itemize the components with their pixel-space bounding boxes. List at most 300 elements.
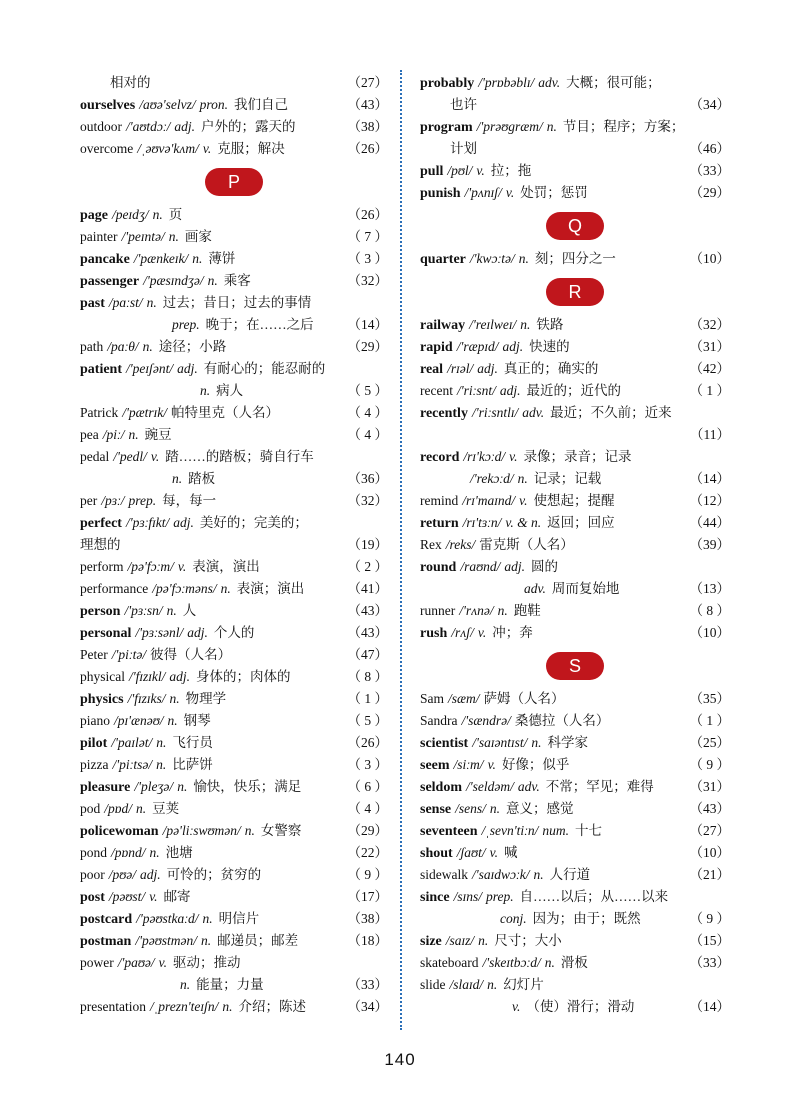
right-column: [420, 72, 730, 1018]
part-of-speech: adj.: [140, 867, 161, 882]
chinese-definition: 尺寸；大小: [494, 933, 562, 948]
vocab-entry: [420, 622, 730, 644]
phonetic: /ʃaʊt/: [456, 845, 486, 860]
chinese-definition: 彼得（人名）: [150, 647, 232, 662]
chinese-definition: 相对的: [110, 75, 151, 90]
phonetic: /'sændrə/: [461, 713, 511, 728]
unit-reference: （ 1 ）: [689, 713, 730, 728]
part-of-speech: n.: [149, 845, 160, 860]
vocab-entry: [80, 600, 388, 622]
vocab-entry: [80, 622, 388, 644]
unit-reference: （44）: [689, 515, 730, 530]
phonetic: /slaɪd/: [449, 977, 484, 992]
phonetic: /pɜː/: [101, 493, 125, 508]
phonetic: /'prɒbəblɪ/: [478, 75, 535, 90]
vocab-entry: [420, 446, 730, 468]
unit-reference: （ 1 ）: [347, 691, 388, 706]
part-of-speech: n.: [533, 867, 544, 882]
part-of-speech: n.: [192, 251, 203, 266]
phonetic: /raʊnd/: [460, 559, 501, 574]
chinese-definition: 户外的；露天的: [201, 119, 296, 134]
vocab-word: pedal: [80, 449, 110, 464]
unit-reference: （ 9 ）: [347, 867, 388, 882]
vocab-word: record: [420, 450, 460, 465]
vocab-word: slide: [420, 977, 446, 992]
vocab-word: pond: [80, 845, 107, 860]
chinese-definition: 跑鞋: [513, 603, 541, 618]
part-of-speech: adj.: [187, 625, 208, 640]
chinese-definition: 处罚；惩罚: [520, 185, 588, 200]
unit-reference: （14）: [689, 471, 730, 486]
vocab-word: quarter: [420, 252, 466, 267]
vocab-entry: [80, 314, 388, 336]
chinese-definition: 愉快，快乐；满足: [193, 779, 302, 794]
unit-reference: （32）: [347, 493, 388, 508]
vocab-word: size: [420, 934, 442, 949]
chinese-definition: 因为；由于；既然: [532, 911, 641, 926]
phonetic: /'rekɔːd/: [470, 471, 514, 486]
vocab-word: power: [80, 955, 114, 970]
vocab-entry: [80, 820, 388, 842]
chinese-definition: 桑德拉（人名）: [514, 713, 610, 728]
vocab-word: Sandra: [420, 713, 458, 728]
vocab-word: pleasure: [80, 780, 131, 795]
vocab-entry: [80, 886, 388, 908]
chinese-definition: 十七: [575, 823, 603, 838]
phonetic: /'aʊtdɔː/: [126, 119, 171, 134]
chinese-definition: 明信片: [218, 911, 260, 926]
vocab-word: pea: [80, 427, 99, 442]
chinese-definition: 途径；小路: [158, 339, 227, 354]
section-letter-row: [420, 204, 730, 248]
vocab-entry: [420, 314, 730, 336]
part-of-speech: adj.: [177, 361, 198, 376]
vocab-word: since: [420, 890, 450, 905]
vocab-word: poor: [80, 867, 105, 882]
vocab-word: perfect: [80, 516, 122, 531]
phonetic: /'fɪzɪkl/: [129, 669, 166, 684]
phonetic: /pə'fɔːməns/: [152, 581, 217, 596]
part-of-speech: v.: [487, 757, 496, 772]
chinese-definition: 也许: [450, 97, 477, 112]
unit-reference: （31）: [689, 779, 730, 794]
part-of-speech: adv.: [538, 75, 561, 90]
phonetic: /ˌsevn'tiːn/: [481, 823, 539, 838]
vocab-word: per: [80, 493, 98, 508]
vocab-entry: [420, 336, 730, 358]
phonetic: /pɑːθ/: [107, 339, 139, 354]
vocab-entry: [80, 688, 388, 710]
part-of-speech: num.: [542, 823, 570, 838]
chinese-definition: 真正的；确实的: [503, 361, 599, 376]
part-of-speech: n.: [489, 801, 501, 816]
chinese-definition: 圆的: [531, 559, 558, 574]
chinese-definition: 比萨饼: [172, 757, 213, 772]
chinese-definition: 钢琴: [183, 713, 211, 728]
unit-reference: （43）: [689, 801, 730, 816]
chinese-definition: 邮寄: [163, 889, 191, 904]
vocab-entry: [420, 908, 730, 930]
unit-reference: （27）: [689, 823, 730, 838]
vocab-entry: [420, 952, 730, 974]
unit-reference: （29）: [347, 339, 388, 354]
chinese-definition: 表演；演出: [236, 581, 305, 596]
part-of-speech: v.: [489, 845, 498, 860]
vocab-word: person: [80, 604, 121, 619]
section-letter-badge: S: [546, 652, 604, 680]
unit-reference: （39）: [689, 537, 730, 552]
chinese-definition: 幻灯片: [503, 977, 544, 992]
chinese-definition: 雷克斯（人名）: [479, 537, 574, 552]
vocab-entry: [420, 600, 730, 622]
unit-reference: （ 5 ）: [347, 383, 388, 398]
phonetic: /'piːtə/: [111, 647, 147, 662]
vocab-entry: [80, 974, 388, 996]
part-of-speech: n.: [128, 427, 139, 442]
vocab-entry: [80, 754, 388, 776]
part-of-speech: n.: [478, 933, 489, 948]
chinese-definition: 人: [182, 603, 197, 618]
part-of-speech: n.: [177, 779, 188, 794]
vocab-entry: [80, 578, 388, 600]
phonetic: /'pætrɪk/: [122, 405, 168, 420]
chinese-definition: 每，每一: [162, 493, 217, 508]
phonetic: /pʊl/: [447, 163, 473, 178]
vocab-word: overcome: [80, 141, 134, 156]
chinese-definition: 大概；很可能；: [566, 75, 661, 90]
chinese-definition: 可怜的；贫穷的: [166, 867, 262, 882]
unit-reference: （15）: [689, 933, 730, 948]
vocab-entry: [80, 952, 388, 974]
unit-reference: （ 1 ）: [689, 383, 730, 398]
phonetic: /'prəʊgræm/: [476, 119, 543, 134]
unit-reference: （33）: [689, 955, 730, 970]
chinese-definition: 拉；拖: [490, 163, 532, 178]
phonetic: /pɒnd/: [111, 845, 146, 860]
vocab-entry: [80, 358, 388, 380]
vocab-entry: [420, 358, 730, 380]
chinese-definition: 乘客: [223, 273, 251, 288]
vocab-word: recent: [420, 383, 453, 398]
vocab-word: pancake: [80, 252, 130, 267]
chinese-definition: 女警察: [260, 823, 302, 838]
vocab-entry: [80, 908, 388, 930]
chinese-definition: 记录；记载: [533, 471, 602, 486]
unit-reference: （ 2 ）: [347, 559, 388, 574]
vocab-word: page: [80, 208, 108, 223]
unit-reference: （10）: [689, 625, 730, 640]
unit-reference: （31）: [689, 339, 730, 354]
unit-reference: （14）: [689, 999, 730, 1014]
vocab-entry: [80, 380, 388, 402]
chinese-definition: 介绍；陈述: [238, 999, 306, 1014]
chinese-definition: 晚于；在……之后: [205, 317, 314, 332]
unit-reference: （25）: [689, 735, 730, 750]
vocab-entry: [80, 116, 388, 138]
unit-reference: （ 9 ）: [689, 757, 730, 772]
unit-reference: （32）: [347, 273, 388, 288]
chinese-definition: 人行道: [549, 867, 591, 882]
chinese-definition: 返回；回应: [547, 515, 615, 530]
phonetic: /'pɜːfɪkt/: [125, 515, 170, 530]
unit-reference: （ 9 ）: [689, 911, 730, 926]
vocab-entry: [420, 732, 730, 754]
part-of-speech: n.: [201, 933, 212, 948]
chinese-definition: 冲；奔: [492, 625, 533, 640]
phonetic: /pʊə/: [108, 867, 137, 882]
phonetic: /reks/: [445, 537, 476, 552]
vocab-entry: [420, 930, 730, 952]
vocab-word: physics: [80, 692, 124, 707]
phonetic: /'riːsnt/: [456, 383, 496, 398]
chinese-definition: 意义；感觉: [506, 801, 574, 816]
chinese-definition: 页: [168, 207, 183, 222]
phonetic: /rʌʃ/: [451, 625, 474, 640]
chinese-definition: 克服；解决: [217, 141, 285, 156]
unit-reference: （17）: [347, 889, 388, 904]
vocab-entry: [420, 754, 730, 776]
vocab-word: passenger: [80, 274, 140, 289]
chinese-definition: 病人: [216, 383, 244, 398]
vocab-entry: [420, 94, 730, 116]
part-of-speech: n.: [531, 735, 542, 750]
unit-reference: （22）: [347, 845, 388, 860]
part-of-speech: n.: [220, 581, 231, 596]
phonetic: /'pɜːsn/: [124, 603, 163, 618]
chinese-definition: 我们自己: [234, 97, 289, 112]
phonetic: /'pɜːsənl/: [135, 625, 184, 640]
vocab-entry: [420, 710, 730, 732]
vocab-entry: [420, 556, 730, 578]
part-of-speech: v.: [512, 999, 521, 1014]
chinese-definition: 踏……的踏板；骑自行车: [165, 449, 314, 464]
vocab-entry: [420, 402, 730, 424]
part-of-speech: n.: [517, 471, 528, 486]
part-of-speech: n.: [544, 955, 555, 970]
phonetic: /'peɪʃənt/: [126, 361, 174, 376]
vocab-word: runner: [420, 603, 456, 618]
part-of-speech: adj.: [169, 669, 191, 684]
phonetic: /'kwɔːtə/: [469, 251, 515, 266]
vocab-word: Sam: [420, 691, 445, 706]
vocab-word: patient: [80, 362, 122, 377]
vocab-entry: [420, 996, 730, 1018]
part-of-speech: n.: [518, 251, 529, 266]
vocab-word: Peter: [80, 647, 108, 662]
chinese-definition: 计划: [450, 141, 477, 156]
unit-reference: （ 8 ）: [347, 669, 388, 684]
unit-reference: （11）: [690, 427, 730, 442]
phonetic: /'pedl/: [113, 449, 147, 464]
vocab-word: pull: [420, 164, 444, 179]
vocab-entry: [80, 248, 388, 270]
vocab-entry: [420, 842, 730, 864]
part-of-speech: v.: [202, 141, 212, 156]
phonetic: /'saɪdwɔːk/: [472, 867, 530, 882]
vocab-word: policewoman: [80, 824, 159, 839]
phonetic: /pɒd/: [104, 801, 133, 816]
part-of-speech: adj.: [502, 339, 524, 354]
vocab-word: railway: [420, 318, 466, 333]
unit-reference: （38）: [347, 911, 388, 926]
vocab-entry: [80, 534, 388, 556]
vocab-entry: [80, 94, 388, 116]
unit-reference: （46）: [689, 141, 730, 156]
vocab-word: round: [420, 560, 457, 575]
vocab-entry: [80, 204, 388, 226]
unit-reference: （27）: [347, 75, 388, 90]
phonetic: /'riːsntlɪ/: [471, 405, 519, 420]
chinese-definition: 邮递员；邮差: [217, 933, 299, 948]
vocab-entry: [80, 292, 388, 314]
section-letter-row: [420, 270, 730, 314]
unit-reference: （26）: [347, 207, 388, 222]
chinese-definition: 豆荚: [152, 801, 180, 816]
phonetic: /rɪ'tɜːn/: [462, 515, 502, 530]
unit-reference: （47）: [347, 647, 388, 662]
phonetic: /pɪ'ænəʊ/: [114, 713, 164, 728]
part-of-speech: adj.: [499, 383, 521, 398]
unit-reference: （13）: [689, 581, 730, 596]
phonetic: /'pleʒə/: [134, 779, 174, 794]
unit-reference: （12）: [689, 493, 730, 508]
unit-reference: （ 3 ）: [347, 251, 388, 266]
vocab-entry: [80, 776, 388, 798]
column-divider: [400, 70, 402, 1030]
vocab-entry: [420, 468, 730, 490]
chinese-definition: 好像；似乎: [501, 757, 570, 772]
vocab-entry: [80, 512, 388, 534]
part-of-speech: pron.: [199, 97, 229, 112]
vocab-entry: [420, 534, 730, 556]
part-of-speech: v.: [519, 493, 528, 508]
phonetic: /aʊə'selvz/: [139, 97, 196, 112]
chinese-definition: 录像；录音；记录: [523, 449, 632, 464]
unit-reference: （19）: [347, 537, 388, 552]
vocab-entry: [420, 886, 730, 908]
phonetic: /'rʌnə/: [459, 603, 494, 618]
part-of-speech: adj.: [173, 515, 194, 530]
part-of-speech: prep.: [128, 493, 157, 508]
vocab-word: seventeen: [420, 824, 478, 839]
unit-reference: （14）: [347, 317, 388, 332]
part-of-speech: n.: [546, 119, 557, 134]
chinese-definition: 个人的: [213, 625, 255, 640]
chinese-definition: 不常；罕见；难得: [545, 779, 654, 794]
vocab-word: scientist: [420, 736, 469, 751]
vocab-word: ourselves: [80, 98, 136, 113]
vocab-entry: [420, 138, 730, 160]
vocab-word: program: [420, 120, 473, 135]
vocab-entry: [80, 556, 388, 578]
vocab-entry: [80, 710, 388, 732]
phonetic: /'pænkeɪk/: [133, 251, 189, 266]
vocab-entry: [420, 688, 730, 710]
chinese-definition: 有耐心的；能忍耐的: [203, 361, 326, 376]
vocab-entry: [80, 490, 388, 512]
phonetic: /rɪəl/: [447, 361, 474, 376]
chinese-definition: 能量；力量: [196, 977, 264, 992]
vocab-entry: [420, 974, 730, 996]
vocab-word: past: [80, 296, 105, 311]
vocab-entry: [80, 644, 388, 666]
phonetic: /'paɪlət/: [111, 735, 153, 750]
vocab-word: outdoor: [80, 119, 122, 134]
unit-reference: （35）: [689, 691, 730, 706]
phonetic: /pə'liːswʊmən/: [162, 823, 241, 838]
vocab-entry: [420, 578, 730, 600]
vocab-entry: [80, 798, 388, 820]
unit-reference: （ 4 ）: [347, 801, 388, 816]
unit-reference: （43）: [347, 603, 388, 618]
unit-reference: （ 4 ）: [347, 427, 388, 442]
vocab-word: recently: [420, 406, 468, 421]
phonetic: /'pəʊstkɑːd/: [136, 911, 199, 926]
unit-reference: （32）: [689, 317, 730, 332]
unit-reference: （ 3 ）: [347, 757, 388, 772]
vocab-word: probably: [420, 76, 475, 91]
part-of-speech: prep.: [485, 889, 514, 904]
chinese-definition: 飞行员: [172, 735, 213, 750]
left-column: [80, 72, 388, 1018]
vocab-word: personal: [80, 626, 132, 641]
vocab-word: rapid: [420, 340, 453, 355]
vocab-word: skateboard: [420, 955, 479, 970]
vocab-word: performance: [80, 581, 149, 596]
part-of-speech: n.: [142, 339, 153, 354]
unit-reference: （ 7 ）: [347, 229, 388, 244]
phonetic: /rɪ'kɔːd/: [463, 449, 506, 464]
unit-reference: （34）: [347, 999, 388, 1014]
part-of-speech: n.: [244, 823, 255, 838]
vocab-word: real: [420, 362, 444, 377]
unit-reference: （18）: [347, 933, 388, 948]
unit-reference: （ 4 ）: [347, 405, 388, 420]
vocab-entry: [80, 732, 388, 754]
vocab-word: seldom: [420, 780, 462, 795]
unit-reference: （26）: [347, 141, 388, 156]
chinese-definition: 使想起；提醒: [533, 493, 615, 508]
part-of-speech: n.: [207, 273, 218, 288]
phonetic: /pɑːst/: [108, 295, 143, 310]
chinese-definition: 物理学: [185, 691, 227, 706]
part-of-speech: v.: [158, 955, 168, 970]
unit-reference: （43）: [347, 97, 388, 112]
phonetic: /'seldəm/: [466, 779, 514, 794]
phonetic: /'skeɪtbɔːd/: [482, 955, 541, 970]
part-of-speech: n.: [222, 999, 233, 1014]
phonetic: /'piːtsə/: [112, 757, 153, 772]
unit-reference: （ 6 ）: [347, 779, 388, 794]
chinese-definition: 画家: [184, 229, 212, 244]
chinese-definition: 表演，演出: [192, 559, 260, 574]
vocab-word: pizza: [80, 757, 109, 772]
vocab-word: painter: [80, 229, 118, 244]
vocab-entry: [420, 248, 730, 270]
unit-reference: （33）: [347, 977, 388, 992]
section-letter-badge: Q: [546, 212, 604, 240]
vocab-entry: [420, 864, 730, 886]
vocab-entry: [80, 226, 388, 248]
phonetic: /'fɪzɪks/: [127, 691, 166, 706]
vocab-entry: [420, 424, 730, 446]
phonetic: /'ræpɪd/: [456, 339, 499, 354]
vocab-entry: [420, 182, 730, 204]
phonetic: /rɪ'maɪnd/: [462, 493, 516, 508]
phonetic: /'pʌnɪʃ/: [464, 185, 502, 200]
part-of-speech: n.: [487, 977, 498, 992]
part-of-speech: v.: [476, 163, 485, 178]
